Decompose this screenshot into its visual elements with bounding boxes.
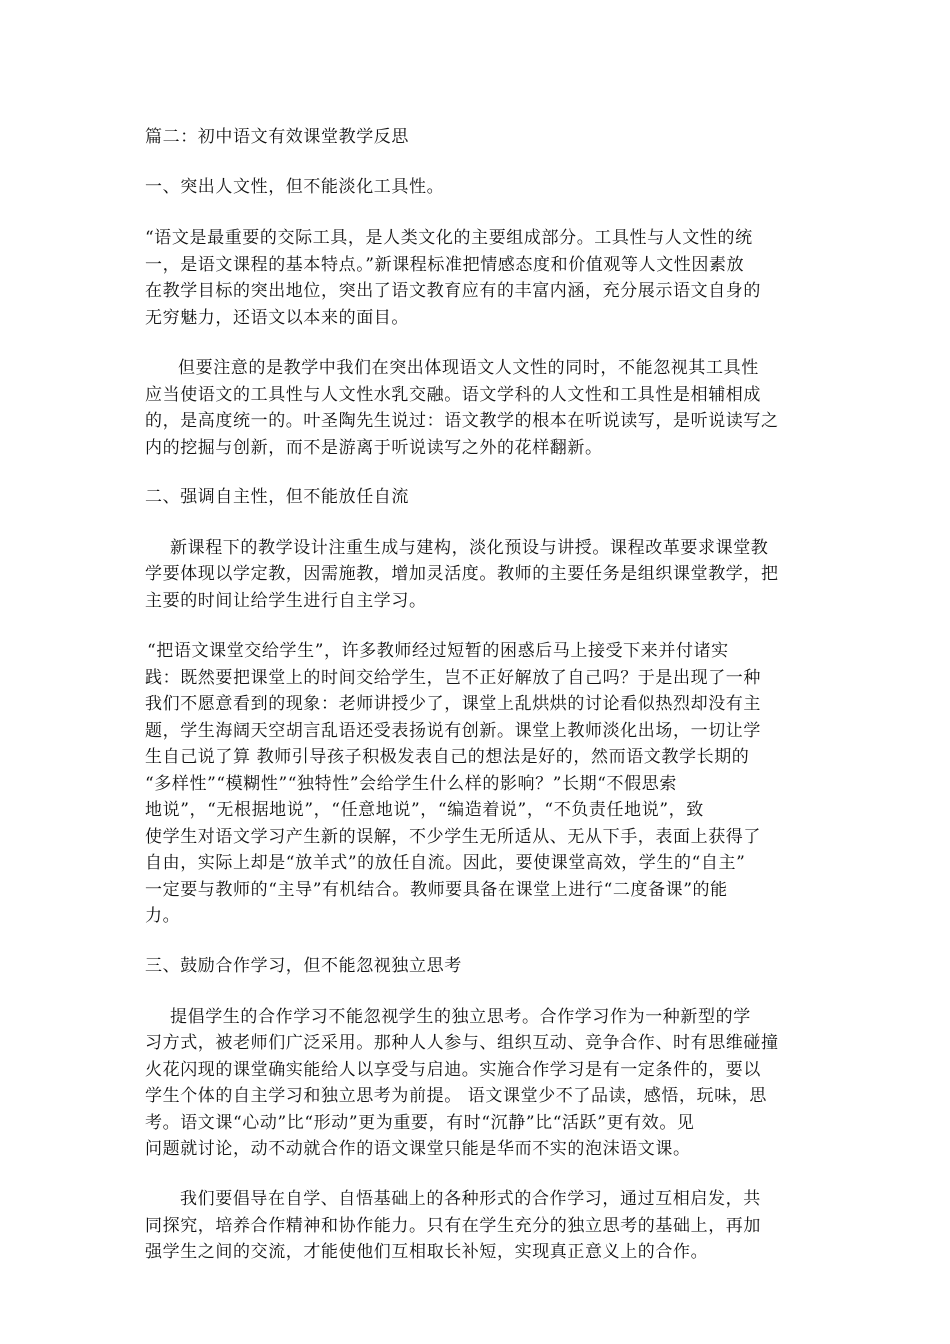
paragraph-line: 我们要倡导在自学、自悟基础上的各种形式的合作学习，通过互相启发，共 [180,1189,761,1209]
paragraph-line: 火花闪现的课堂确实能给人以享受与启迪。实施合作学习是有一定条件的，要以 [145,1060,761,1080]
paragraph-line: 力。 [145,906,181,926]
paragraph-line: 强学生之间的交流，才能使他们互相取长补短，实现真正意义上的合作。 [145,1242,709,1262]
section-heading-3: 三、鼓励合作学习，但不能忽视独立思考 [145,956,462,976]
paragraph-line: 使学生对语文学习产生新的误解，不少学生无所适从、无从下手，表面上获得了 [145,827,761,847]
paragraph-line: 应当使语文的工具性与人文性水乳交融。语文学科的人文性和工具性是相辅相成 [145,385,761,405]
paragraph-line: 学生个体的自主学习和独立思考为前提。 语文课堂少不了品读，感悟，玩味，思 [145,1086,768,1106]
section-heading-2: 二、强调自主性，但不能放任自流 [145,487,409,507]
paragraph-line: 但要注意的是教学中我们在突出体现语文人文性的同时，不能忽视其工具性 [178,358,759,378]
paragraph-line: 主要的时间让给学生进行自主学习。 [145,591,427,611]
paragraph-line: 一，是语文课程的基本特点。”新课程标准把情感态度和价值观等人文性因素放 [145,255,745,275]
paragraph-line: “多样性”“模糊性”“独特性”会给学生什么样的影响？”长期“不假思索 [145,774,677,794]
paragraph-line: 我们不愿意看到的现象：老师讲授少了，课堂上乱烘烘的讨论看似热烈却没有主 [145,694,761,714]
section-heading-1: 一、突出人文性，但不能淡化工具性。 [145,177,445,197]
paragraph-line: 生自己说了算 教师引导孩子积极发表自己的想法是好的，然而语文教学长期的 [145,747,750,767]
paragraph-line: 提倡学生的合作学习不能忽视学生的独立思考。合作学习作为一种新型的学 [170,1007,751,1027]
paragraph-line: 一定要与教师的“主导”有机结合。教师要具备在课堂上进行“二度备课”的能 [145,880,728,900]
paragraph-line: 地说”，“无根据地说”，“任意地说”，“编造着说”，“不负责任地说”，致 [145,800,704,820]
paragraph-line: 的，是高度统一的。叶圣陶先生说过：语文教学的根本在听说读写，是听说读写之 [145,411,779,431]
paragraph-line: 在教学目标的突出地位，突出了语文教育应有的丰富内涵，充分展示语文自身的 [145,281,761,301]
paragraph-line: 内的挖掘与创新，而不是游离于听说读写之外的花样翻新。 [145,438,603,458]
paragraph-line: 题，学生海阔天空胡言乱语还受表扬说有创新。课堂上教师淡化出场，一切让学 [145,721,761,741]
paragraph-line: 践：既然要把课堂上的时间交给学生，岂不正好解放了自己吗？于是出现了一种 [145,668,761,688]
paragraph-line: 自由，实际上却是“放羊式”的放任自流。因此，要使课堂高效，学生的“自主” [145,853,746,873]
document-title: 篇二：初中语文有效课堂教学反思 [145,127,409,147]
paragraph-line: 考。语文课“心动”比“形动”更为重要，有时“沉静”比“活跃”更有效。见 [145,1113,695,1133]
paragraph-line: “把语文课堂交给学生”，许多教师经过短暂的困惑后马上接受下来并付诸实 [147,641,729,661]
paragraph-line: 同探究，培养合作精神和协作能力。只有在学生充分的独立思考的基础上，再加 [145,1216,761,1236]
paragraph-line: 习方式，被老师们广泛采用。那种人人参与、组织互动、竞争合作、时有思维碰撞 [145,1033,779,1053]
paragraph-line: 学要体现以学定教，因需施教，增加灵活度。教师的主要任务是组织课堂教学，把 [145,564,779,584]
paragraph-line: 无穷魅力，还语文以本来的面目。 [145,308,409,328]
paragraph-line: 新课程下的教学设计注重生成与建构，淡化预设与讲授。课程改革要求课堂教 [170,538,769,558]
paragraph-line: 问题就讨论，动不动就合作的语文课堂只能是华而不实的泡沫语文课。 [145,1139,691,1159]
paragraph-line: “语文是最重要的交际工具，是人类文化的主要组成部分。工具性与人文性的统 [145,228,753,248]
